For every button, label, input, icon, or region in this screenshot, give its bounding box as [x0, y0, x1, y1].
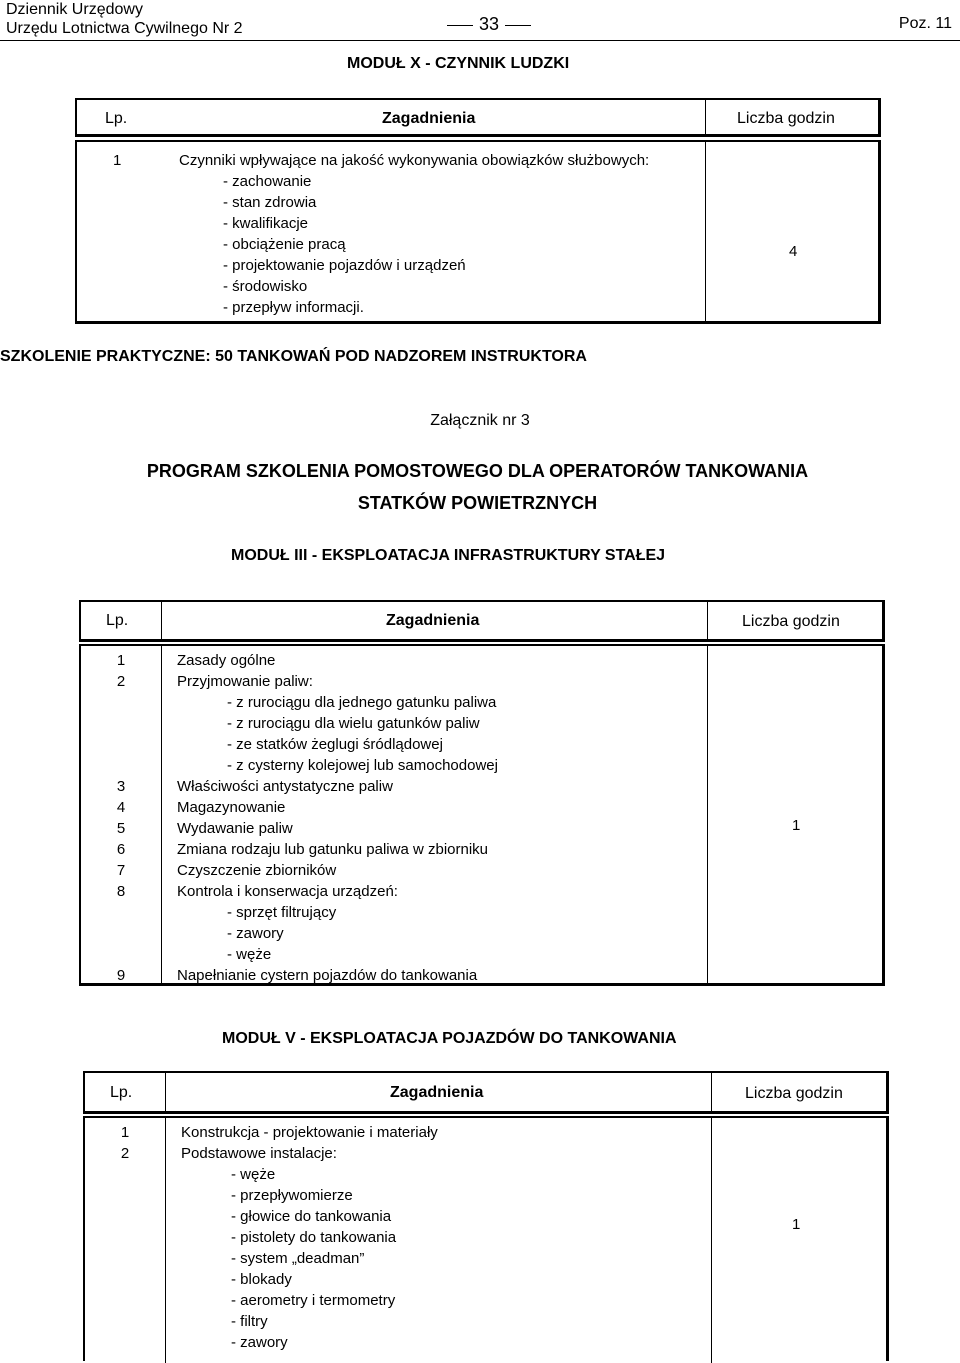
subitem: - ze statków żeglugi śródlądowej — [227, 736, 443, 753]
subitem: - blokady — [231, 1271, 292, 1288]
subitem: - kwalifikacje — [223, 215, 309, 232]
subitem: - środowisko — [223, 278, 308, 295]
subitem: - projektowanie pojazdów i urządzeń — [223, 257, 466, 274]
row-topic: Zmiana rodzaju lub gatunku paliwa w zbiorniku — [177, 841, 489, 858]
row-lp: 2 — [120, 1145, 130, 1162]
col-topics-header: Zagadnienia — [390, 1084, 484, 1101]
module-iii-title: MODUŁ III - EKSPLOATACJA INFRASTRUKTURY STAŁEJ — [231, 547, 666, 564]
col-hours-header: Liczba godzin — [742, 613, 840, 630]
subitem: - obciążenie pracą — [223, 236, 346, 253]
row-lp: 7 — [116, 862, 126, 879]
subitem: - zawory — [231, 1334, 288, 1351]
lp-column — [81, 650, 161, 986]
subitem: - zawory — [227, 925, 284, 942]
column-divider — [707, 646, 708, 985]
row-lp: 1 — [120, 1124, 130, 1141]
module-v-table-body — [83, 1116, 889, 1361]
module-iii-table-body — [79, 644, 885, 986]
hours-value: 1 — [792, 1216, 801, 1233]
row-topic: Magazynowanie — [177, 799, 286, 816]
row-lp: 9 — [116, 967, 126, 984]
column-divider — [711, 1073, 712, 1113]
subitem: - węże — [231, 1166, 276, 1183]
hours-value: 1 — [792, 817, 801, 834]
module-iii-table-header — [79, 600, 885, 642]
journal-name-line2: Urzędu Lotnictwa Cywilnego Nr 2 — [6, 20, 243, 37]
row-topic: Zasady ogólne — [177, 652, 276, 669]
row-lp: 2 — [116, 673, 126, 690]
module-v-table-header — [83, 1071, 889, 1114]
column-divider — [711, 1118, 712, 1363]
row-topic: Napełnianie cystern pojazdów do tankowania — [177, 967, 478, 984]
col-hours-header: Liczba godzin — [745, 1085, 843, 1102]
column-divider — [165, 1118, 166, 1363]
journal-name — [6, 0, 243, 38]
topic-text: Czynniki wpływające na jakość wykonywania obowiązków służbowych: — [179, 152, 650, 169]
col-topics-header: Zagadnienia — [382, 110, 476, 127]
module-x-title: MODUŁ X - CZYNNIK LUDZKI — [347, 55, 570, 72]
column-divider — [161, 602, 162, 641]
col-hours-header: Liczba godzin — [737, 110, 835, 127]
topics-column — [177, 650, 498, 986]
column-divider — [161, 646, 162, 985]
row-topic: Podstawowe instalacje: — [181, 1145, 337, 1162]
row-hours: 4 — [789, 243, 798, 260]
position-number: Poz. 11 — [898, 15, 952, 32]
row-topic: Czyszczenie zbiorników — [177, 862, 337, 879]
subitem: - przepływ informacji. — [223, 299, 364, 316]
module-v-title: MODUŁ V - EKSPLOATACJA POJAZDÓW DO TANKOWANIA — [222, 1030, 677, 1047]
header-rule — [0, 40, 960, 41]
subitem-list — [181, 1164, 438, 1353]
subitem: - system „deadman” — [231, 1250, 365, 1267]
practical-training-note: SZKOLENIE PRAKTYCZNE: 50 TANKOWAŃ POD NADZOREM INSTRUKTORA — [0, 348, 587, 365]
program-title-line1: PROGRAM SZKOLENIA POMOSTOWEGO DLA OPERATORÓW TANKOWANIA — [146, 461, 809, 481]
column-divider — [707, 602, 708, 641]
row-topic: Przyjmowanie paliw: — [177, 673, 313, 690]
program-title-line2: STATKÓW POWIETRZNYCH — [357, 493, 598, 513]
row-lp: 8 — [116, 883, 126, 900]
module-x-table-header — [75, 98, 881, 137]
row-lp: 3 — [116, 778, 126, 795]
subitem: - przepływomierze — [231, 1187, 353, 1204]
journal-name-line1: Dziennik Urzędowy — [6, 1, 143, 18]
subitem: - z rurociągu dla wielu gatunków paliw — [227, 715, 480, 732]
col-lp-header: Lp. — [105, 110, 128, 127]
subitem: - aerometry i termometry — [231, 1292, 396, 1309]
row-topic: Wydawanie paliw — [177, 820, 293, 837]
col-topics-header: Zagadnienia — [386, 612, 480, 629]
row-lp: 4 — [116, 799, 126, 816]
column-divider — [165, 1073, 166, 1113]
row-topic: Kontrola i konserwacja urządzeń: — [177, 883, 398, 900]
col-lp-header: Lp. — [106, 612, 129, 629]
page-number: 33 — [441, 14, 537, 35]
subitem-list — [179, 171, 649, 318]
subitem: - węże — [227, 946, 272, 963]
subitem: - stan zdrowia — [223, 194, 317, 211]
subitem-list — [177, 902, 498, 965]
column-divider — [705, 100, 706, 136]
subitem: - zachowanie — [223, 173, 312, 190]
row-topic: Konstrukcja - projektowanie i materiały — [181, 1124, 438, 1141]
column-divider — [705, 142, 706, 323]
row-lp: 5 — [116, 820, 126, 837]
lp-column — [85, 1122, 165, 1164]
subitem: - głowice do tankowania — [231, 1208, 392, 1225]
row-topic: Właściwości antystatyczne paliw — [177, 778, 393, 795]
row-lp: 6 — [116, 841, 126, 858]
subitem: - z rurociągu dla jednego gatunku paliwa — [227, 694, 497, 711]
topics-column — [181, 1122, 438, 1353]
row-topic — [179, 150, 649, 318]
annex-label: Załącznik nr 3 — [430, 412, 530, 429]
subitem-list — [177, 692, 498, 776]
row-lp: 1 — [113, 152, 122, 169]
subitem: - pistolety do tankowania — [231, 1229, 397, 1246]
subitem: - sprzęt filtrujący — [227, 904, 337, 921]
row-lp: 1 — [116, 652, 126, 669]
module-x-table-body — [75, 140, 881, 324]
col-lp-header: Lp. — [110, 1084, 133, 1101]
subitem: - filtry — [231, 1313, 268, 1330]
subitem: - z cysterny kolejowej lub samochodowej — [227, 757, 498, 774]
program-title — [0, 455, 955, 519]
